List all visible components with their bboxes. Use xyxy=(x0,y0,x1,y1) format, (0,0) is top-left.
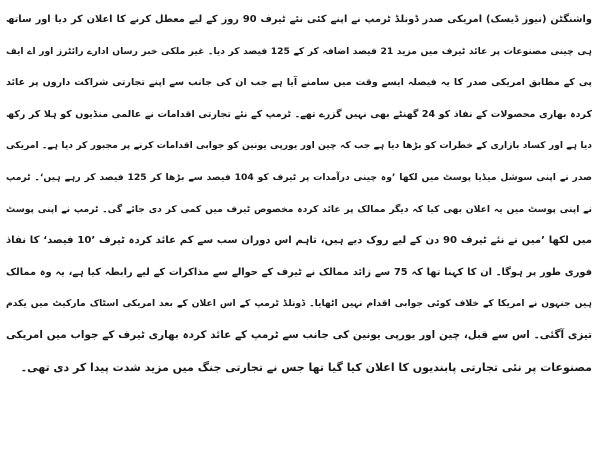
article-line: دیا ہے اور کساد بازاری کے خطرات کو بڑھا دیا ہے جب کہ چین اور یورپی یونین کو جوابی اقدامات کرنے پر مجبور کر دیا ہے۔ امریکی xyxy=(6,140,592,152)
article-line: واشنگٹن (نیوز ڈیسک) امریکی صدر ڈونلڈ ٹرمپ نے اپنے کئی نئے ٹیرف 90 روز کے لیے معطل کرنے کا اعلان کر دیا اور ساتھ xyxy=(6,14,592,25)
article-line: ہی چینی مصنوعات پر عائد ٹیرف میں مزید 21 فیصد اضافہ کر کے 125 فیصد کر دیا۔ غیر ملکی خبر رساں ادارے رائٹرز اور اے ایف xyxy=(6,45,592,57)
article-line: میں لکھا ’میں نے نئے ٹیرف 90 دن کے لیے روک دیے ہیں، تاہم اس دوران سب سے کم عائد کردہ ٹیرف ’10 فیصد‘ کا نفاذ xyxy=(6,235,592,247)
article-line: ہیں جنہوں نے امریکا کے خلاف کوئی جوابی اقدام نہیں اٹھایا۔ ڈونلڈ ٹرمپ کے اس اعلان کے بعد امریکی اسٹاک مارکیٹ میں یکدم xyxy=(6,298,592,310)
article-line: تیزی آگئی۔ اس سے قبل، چین اور یورپی یونین کی جانب سے ٹرمپ کے عائد کردہ بھاری ٹیرف کے جواب میں امریکی xyxy=(6,328,592,341)
article-line: نے اپنی پوسٹ میں یہ اعلان بھی کیا کہ دیگر ممالک پر عائد کردہ مخصوص ٹیرف میں کمی کر دی جائے گی۔ ٹرمپ نے اپنی پوسٹ xyxy=(6,203,592,215)
article-line: پی کے مطابق امریکی صدر کا یہ فیصلہ ایسے وقت میں سامنے آیا ہے جب ان کی جانب سے اپنے تجارتی شراکت داروں پر عائد xyxy=(6,77,592,89)
article-line: فوری طور پر ہوگا۔ ان کا کہنا تھا کہ 75 سے زائد ممالک نے ٹیرف کے حوالے سے مذاکرات کے لیے رابطہ کیا ہے، یہ وہ ممالک xyxy=(6,266,592,278)
article-line: کردہ بھاری محصولات کے نفاذ کو 24 گھنٹے بھی نہیں گزرے تھے۔ ٹرمپ کے نئے تجارتی اقدامات نے عالمی منڈیوں کو ہلا کر رکھ xyxy=(6,108,592,120)
article-line: مصنوعات پر نئی تجارتی پابندیوں کا اعلان کیا گیا تھا جس نے تجارتی جنگ میں مزید شدت پیدا کر دی تھی۔ xyxy=(20,360,592,374)
article-line: صدر نے اپنی سوشل میڈیا پوسٹ میں لکھا ’وہ چینی درآمدات پر ٹیرف کو 104 فیصد سے بڑھا کر 125 فیصد کر رہے ہیں‘۔ ٹرمپ xyxy=(6,171,592,183)
